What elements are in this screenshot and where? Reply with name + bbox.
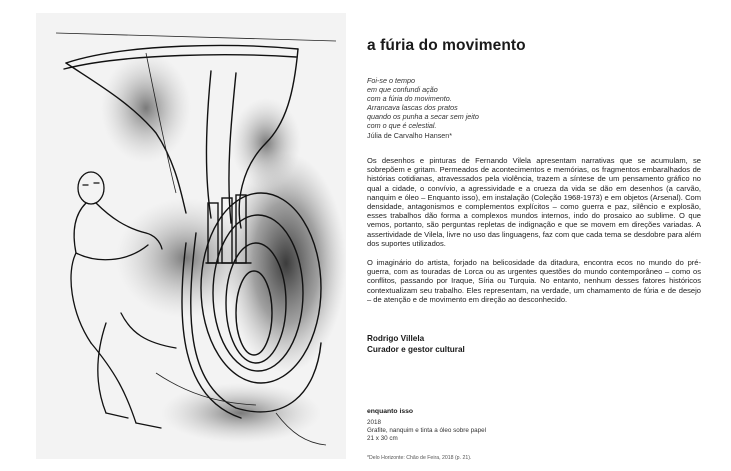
poem-line: em que confundi ação: [367, 85, 438, 94]
poem-line: com o que é celestial.: [367, 121, 437, 130]
signature-name: Rodrigo Villela: [367, 334, 425, 343]
poem-line: Foi-se o tempo: [367, 76, 415, 85]
caption-medium: Grafite, nanquim e tinta a óleo sobre papel: [367, 427, 487, 434]
artwork-caption: [367, 419, 486, 443]
artwork-drawing: [36, 13, 346, 459]
caption-title: enquanto isso: [367, 408, 414, 415]
epigraph-poem: [367, 76, 479, 130]
artwork-tuba-player: [36, 13, 346, 459]
caption-size: 21 x 30 cm: [367, 435, 398, 442]
signature: [367, 333, 465, 355]
page-title: a fúria do movimento: [367, 37, 526, 54]
body-paragraph: O imaginário do artista, forjado na belicosidade da ditadura, encontra ecos no mundo do pré-guerra, com as touradas de Lorca ou as urgentes questões do mundo contemporâneo – como os conflitos, passando por Iraque, Síria ou Turquia. No entanto, nenhum desses fatores históricos contextualizam seu trabalho. Eles representam, na verdade, um chamamento de fúria e de desejo – de atenção e de movimento em direção ao desconhecido.: [367, 258, 701, 304]
caption-year: 2018: [367, 419, 382, 426]
footnote: *Delo Horizonte: Chão de Feira, 2018 (p. 21).: [367, 455, 472, 461]
poem-line: com a fúria do movimento.: [367, 94, 452, 103]
poem-line: Arrancava lascas dos pratos: [367, 103, 458, 112]
poem-line: quando os punha a secar sem jeito: [367, 112, 479, 121]
signature-role: Curador e gestor cultural: [367, 345, 465, 354]
body-paragraph: Os desenhos e pinturas de Fernando Vilela apresentam narrativas que se acumulam, se sobrepõem e gritam. Permeados de acontecimentos e memórias, os fragmentos embaralhados de histórias cotidianas, atravessados pela violência, trazem a síntese de um pensamento gráfico no qual a cidade, o convívio, a agressividade e a crueza da vida se dão em desenhos (a carvão, nanquim e óleo – Enquanto isso), em instalação (Coleção 1968-1973) e em objetos (Arsenal). Com densidade, antagonismos e complementos explícitos – como guerra e paz, silêncio e explosão, esses trabalhos dão forma a complexos mundos internos, indo do prosaico ao sublime. O que vemos, portanto, são perguntas repletas de indignação e que se movem em direções variadas. A assertividade de Vilela, livre no uso das linguagens, faz com que cada tema se desdobre para além dos suportes utilizados.: [367, 156, 701, 248]
poem-author: Júlia de Carvalho Hansen*: [367, 131, 453, 140]
